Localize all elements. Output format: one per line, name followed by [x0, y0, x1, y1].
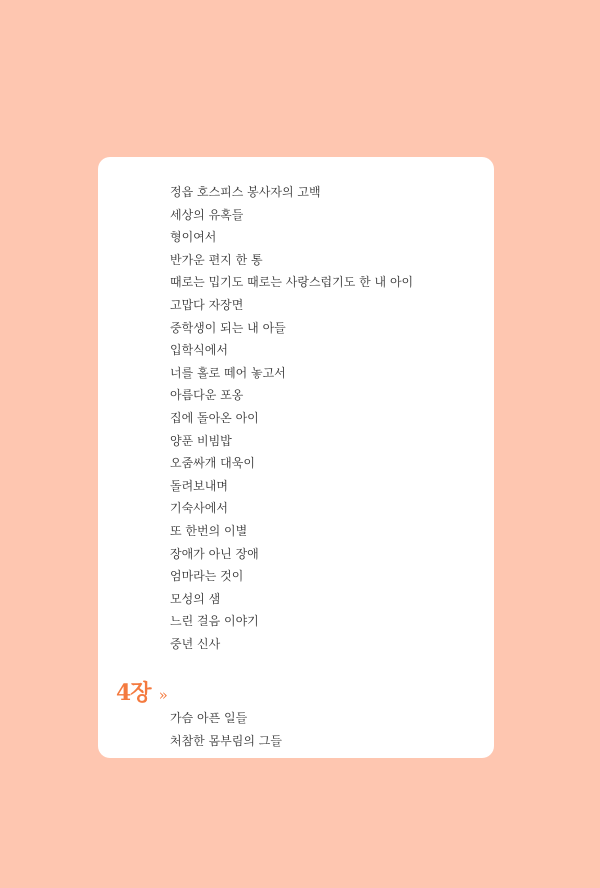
toc-item: 장애가 아닌 장애	[170, 546, 259, 561]
toc-item: 너를 홀로 떼어 놓고서	[170, 365, 286, 380]
toc-list-chapter4	[170, 707, 282, 752]
toc-item: 입학식에서	[170, 343, 228, 358]
toc-item: 중년 신사	[170, 636, 221, 651]
toc-item: 정읍 호스피스 봉사자의 고백	[170, 185, 321, 199]
toc-item: 오줌싸개 대욱이	[170, 456, 255, 471]
toc-item: 처참한 몸부림의 그들	[170, 733, 282, 748]
toc-item: 또 한번의 이별	[170, 523, 248, 538]
chapter-label: 4장	[116, 680, 151, 706]
toc-item: 세상의 유혹들	[170, 207, 244, 222]
toc-item: 아름다운 포옹	[170, 388, 244, 403]
toc-item: 양푼 비빔밥	[170, 433, 232, 448]
toc-item: 집에 돌아온 아이	[170, 410, 259, 425]
toc-item: 돌려보내며	[170, 478, 228, 493]
toc-item: 엄마라는 것이	[170, 569, 244, 584]
toc-item: 모성의 샘	[170, 591, 221, 606]
toc-list-section3	[170, 181, 413, 655]
toc-item: 반가운 편지 한 통	[170, 252, 263, 267]
toc-item: 가슴 아픈 일들	[170, 711, 248, 725]
toc-item: 형이여서	[170, 230, 217, 245]
toc-item: 중학생이 되는 내 아들	[170, 320, 286, 335]
toc-item: 고맙다 자장면	[170, 297, 244, 312]
toc-item: 느린 걸음 이야기	[170, 614, 259, 629]
toc-item: 때로는 밉기도 때로는 사랑스럽기도 한 내 아이	[170, 275, 414, 290]
toc-item: 기숙사에서	[170, 501, 228, 516]
chapter-heading	[116, 676, 168, 707]
double-chevron-right-icon: »	[158, 686, 168, 704]
